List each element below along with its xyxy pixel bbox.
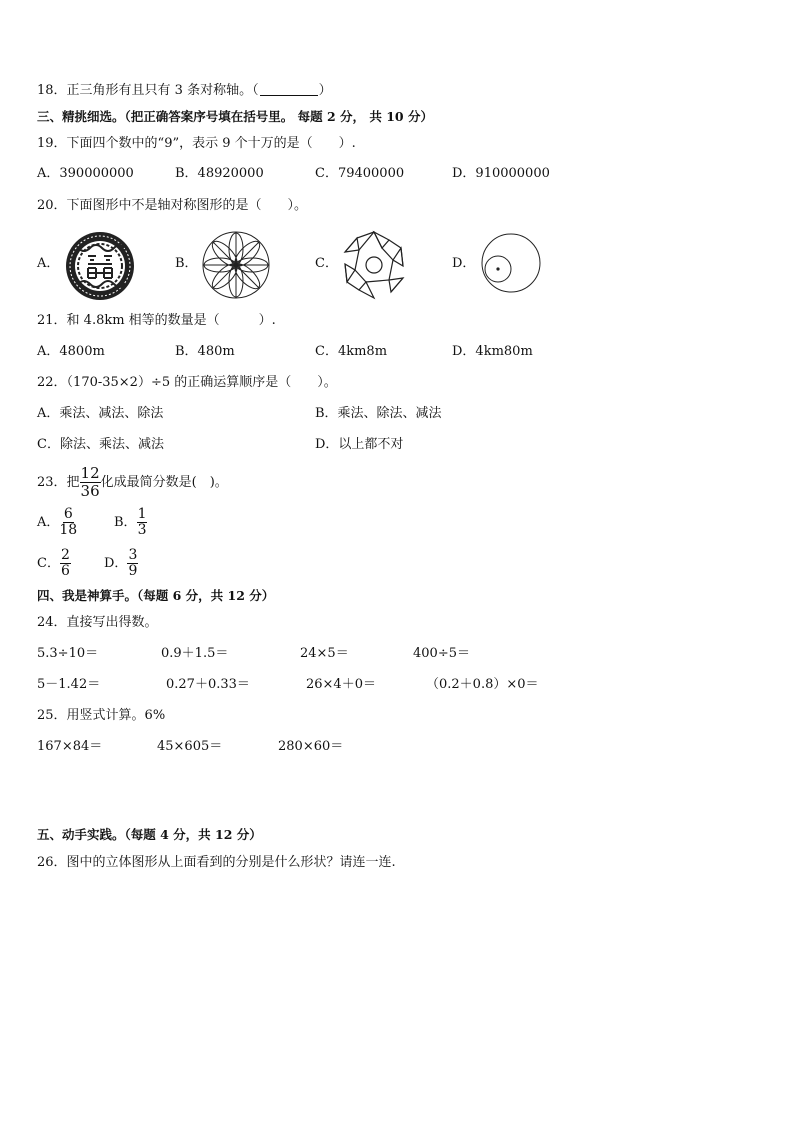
fraction: $\frac{3}{9}$ bbox=[128, 547, 138, 579]
q24-item: （0.2＋0.8）×0＝ bbox=[426, 677, 539, 692]
q21-option-a[interactable]: A．4800m bbox=[37, 344, 105, 359]
double-happiness-emblem-icon[interactable] bbox=[64, 230, 136, 302]
q22-option-b[interactable]: B．乘法、除法、减法 bbox=[315, 406, 442, 421]
q19-option-c[interactable]: C．79400000 bbox=[315, 166, 405, 181]
fraction: $\frac{6}{18}$ bbox=[59, 506, 78, 538]
q24-item: 26×4＋0＝ bbox=[306, 677, 376, 692]
q19-option-d[interactable]: D．910000000 bbox=[452, 166, 550, 181]
q19-option-a[interactable]: A．390000000 bbox=[37, 166, 134, 181]
q20-option-c-label[interactable]: C． bbox=[315, 256, 338, 271]
question-23-stem: 23．把 $\frac{12}{36}$ 化成最简分数是( )。 bbox=[37, 464, 228, 500]
pinwheel-hexagon-icon[interactable] bbox=[337, 228, 411, 302]
section-4-title: 四、我是神算手。（每题 6 分，共 12 分） bbox=[37, 588, 275, 603]
answer-blank[interactable] bbox=[260, 83, 318, 96]
section-5-title: 五、动手实践。（每题 4 分，共 12 分） bbox=[37, 827, 262, 842]
q23-option-b[interactable]: B． $\frac{1}{3}$ bbox=[114, 506, 147, 538]
q20-option-a-label[interactable]: A． bbox=[37, 256, 60, 271]
q22-option-d[interactable]: D．以上都不对 bbox=[315, 437, 404, 452]
flower-in-circle-icon[interactable] bbox=[201, 230, 271, 300]
q21-option-c[interactable]: C．4km8m bbox=[315, 344, 388, 359]
question-18-text: 18．正三角形有且只有 3 条对称轴。（ bbox=[37, 83, 259, 98]
q22-option-c[interactable]: C．除法、乘法、减法 bbox=[37, 437, 164, 452]
question-21-stem: 21．和 4.8km 相等的数量是（ ）. bbox=[37, 313, 276, 328]
q24-item: 0.27＋0.33＝ bbox=[166, 677, 250, 692]
q24-item: 24×5＝ bbox=[300, 646, 349, 661]
q24-item: 0.9＋1.5＝ bbox=[161, 646, 229, 661]
fraction: $\frac{1}{3}$ bbox=[137, 506, 147, 538]
fraction: $\frac{2}{6}$ bbox=[60, 547, 70, 579]
q23-option-c[interactable]: C． $\frac{2}{6}$ bbox=[37, 547, 70, 579]
fraction-12-36: $\frac{12}{36}$ bbox=[80, 464, 100, 500]
q25-item: 167×84＝ bbox=[37, 739, 103, 754]
q21-option-d[interactable]: D．4km80m bbox=[452, 344, 533, 359]
question-22-stem: 22．（170-35×2）÷5 的正确运算顺序是（ ）。 bbox=[37, 375, 337, 390]
question-18: 18．正三角形有且只有 3 条对称轴。（ ） bbox=[37, 83, 332, 98]
q22-option-a[interactable]: A．乘法、减法、除法 bbox=[37, 406, 164, 421]
question-25-stem: 25．用竖式计算。6% bbox=[37, 708, 166, 723]
question-24-stem: 24．直接写出得数。 bbox=[37, 615, 158, 630]
q23-option-d[interactable]: D． $\frac{3}{9}$ bbox=[104, 547, 138, 579]
section-3-title: 三、精挑细选。（把正确答案序号填在括号里。 每题 2 分， 共 10 分） bbox=[37, 109, 433, 124]
q24-item: 5.3÷10＝ bbox=[37, 646, 99, 661]
question-19-stem: 19．下面四个数中的“9”，表示 9 个十万的是（ ）. bbox=[37, 136, 356, 151]
q21-option-b[interactable]: B．480m bbox=[175, 344, 235, 359]
q25-item: 280×60＝ bbox=[278, 739, 344, 754]
q24-item: 5－1.42＝ bbox=[37, 677, 101, 692]
q24-item: 400÷5＝ bbox=[413, 646, 470, 661]
q19-option-b[interactable]: B．48920000 bbox=[175, 166, 264, 181]
q20-option-b-label[interactable]: B． bbox=[175, 256, 198, 271]
circle-with-inner-circle-icon[interactable] bbox=[479, 231, 543, 295]
question-26-stem: 26．图中的立体图形从上面看到的分别是什么形状？请连一连. bbox=[37, 855, 396, 870]
q20-option-d-label[interactable]: D． bbox=[452, 256, 476, 271]
question-20-stem: 20．下面图形中不是轴对称图形的是（ ）。 bbox=[37, 198, 308, 213]
q23-option-a[interactable]: A． $\frac{6}{18}$ bbox=[37, 506, 78, 538]
q25-item: 45×605＝ bbox=[157, 739, 223, 754]
